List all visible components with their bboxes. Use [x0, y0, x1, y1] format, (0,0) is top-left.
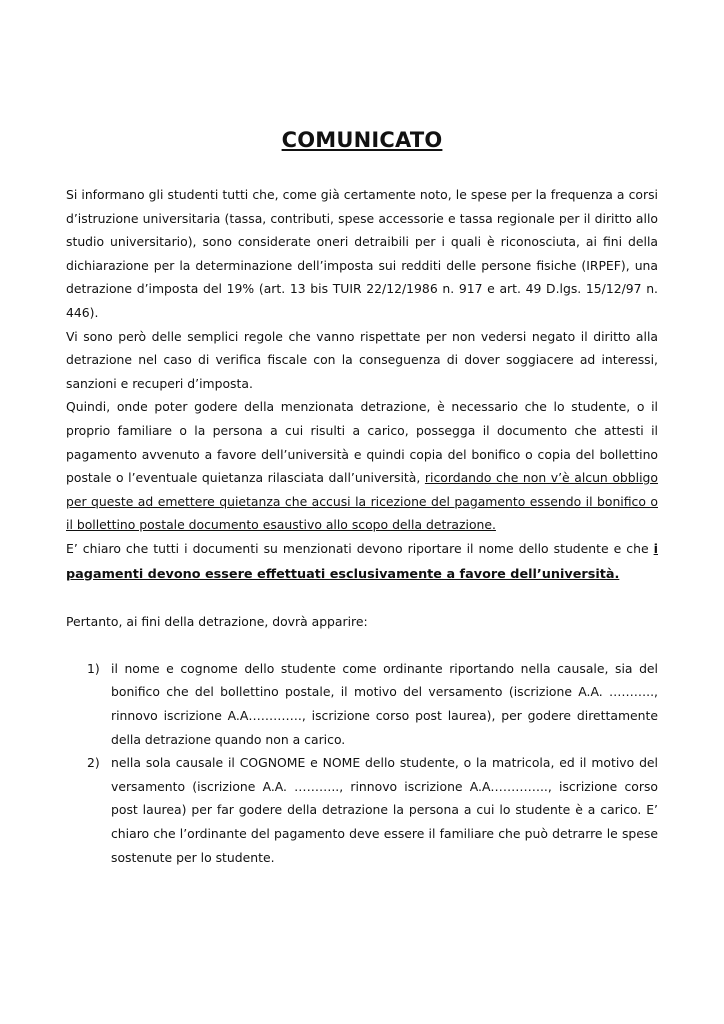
- list-item-number: 2): [87, 755, 100, 771]
- paragraph-names-emphasis: i pagamenti devono essere effettuati esclusivamente a favore dell’università.: [66, 541, 658, 582]
- list-item: [66, 657, 658, 751]
- list-item-number: 1): [87, 660, 100, 676]
- document-body: [66, 183, 658, 869]
- list-item: [66, 751, 658, 869]
- spacer: [66, 633, 658, 657]
- paragraph-documents-underlined: ricordando che non v’è alcun obbligo per queste ad emettere quietanza che accusi la ricezione del pagamento essendo il bonifico o il bollettino postale documento esaustivo allo scopo della detrazione.: [66, 470, 658, 533]
- spacer: [66, 586, 658, 610]
- paragraph-rules: Vi sono però delle semplici regole che vanno rispettate per non vedersi negato il diritto alla detrazione nel caso di verifica fiscale con la conseguenza di dover soggiacere ad interessi, sanzioni e recuperi d’imposta.: [66, 328, 658, 391]
- page-title: COMUNICATO: [281, 128, 443, 152]
- paragraph-therefore: Pertanto, ai fini della detrazione, dovrà apparire:: [66, 613, 368, 629]
- paragraph-names: [66, 537, 658, 586]
- requirements-list: [66, 657, 658, 869]
- paragraph-intro: Si informano gli studenti tutti che, come già certamente noto, le spese per la frequenza a corsi d’istruzione universitaria (tassa, contributi, spese accessorie e tassa regionale per il diritto allo studio universitario), sono considerate oneri detraibili per i quali è riconosciuta, ai fini della dichiarazione per la determinazione dell’imposta sui redditi delle persone fisiche (IRPEF), una detrazione d’imposta del 19% (art. 13 bis TUIR 22/12/1986 n. 917 e art. 49 D.lgs. 15/12/97 n. 446).: [66, 187, 658, 320]
- paragraph-documents: [66, 395, 658, 537]
- paragraph-documents-text: Quindi, onde poter godere della menzionata detrazione, è necessario che lo studente, o il proprio familiare o la persona a cui risulti a carico, possegga il documento che attesti il pagamento avvenuto a favore dell’università e quindi copia del bonifico o copia del bollettino postale o l’eventuale quietanza rilasciata dall’università,: [66, 399, 658, 486]
- list-item-text: nella sola causale il COGNOME e NOME dello studente, o la matricola, ed il motivo del versamento (iscrizione A.A. ……….., rinnovo iscrizione A.A………….., iscrizione corso post laurea) per far godere della detrazione la persona a cui lo studente è a carico. E’ chiaro che l’ordinante del pagamento deve essere il familiare che può detrarre le spese sostenute per lo studente.: [111, 755, 658, 865]
- paragraph-names-text: E’ chiaro che tutti i documenti su menzionati devono riportare il nome dello studente e che: [66, 540, 654, 556]
- list-item-text: il nome e cognome dello studente come ordinante riportando nella causale, sia del bonifico che del bollettino postale, il motivo del versamento (iscrizione A.A. ……….., rinnovo iscrizione A.A…………., iscrizione corso post laurea), per godere direttamente della detrazione quando non a carico.: [111, 660, 658, 747]
